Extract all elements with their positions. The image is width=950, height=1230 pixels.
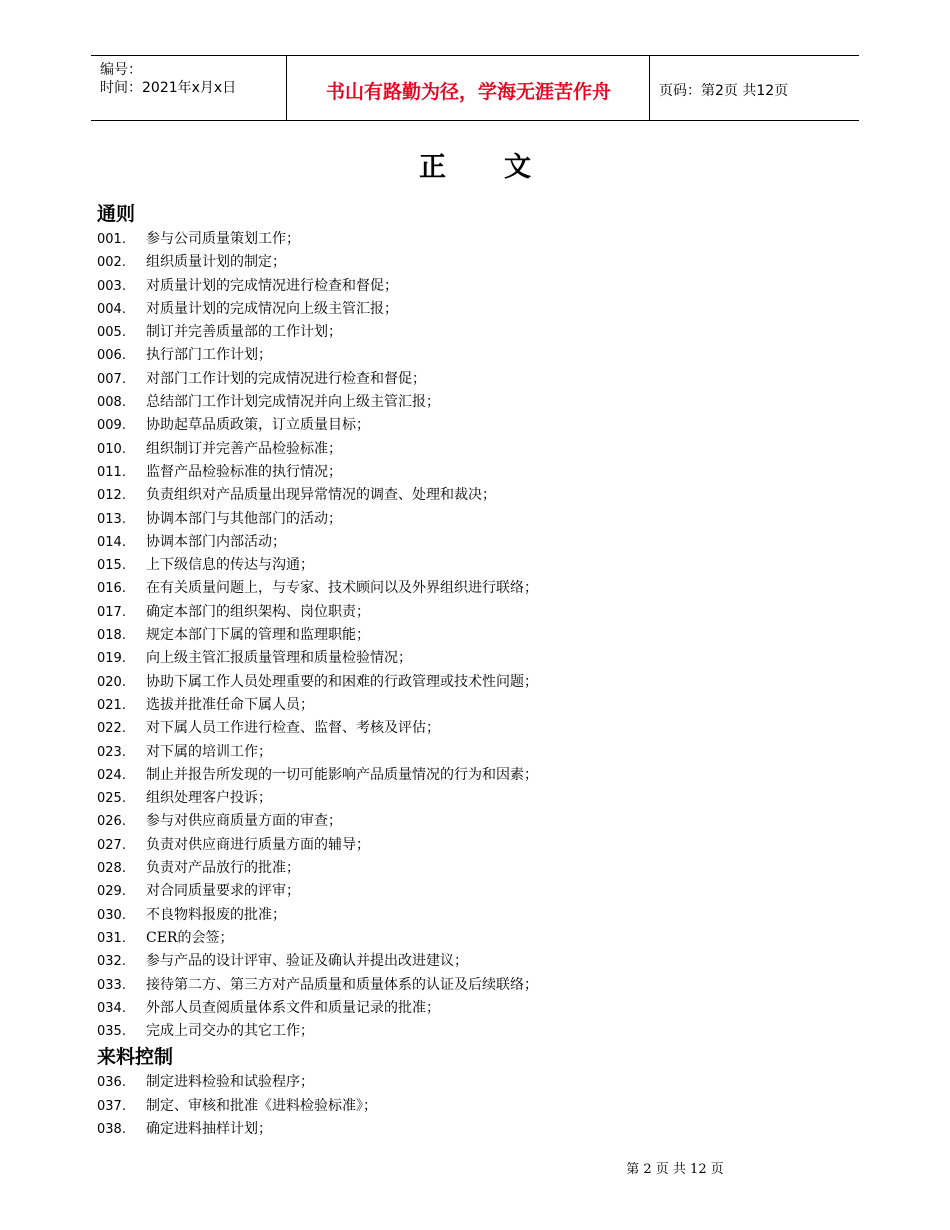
item-number: 008. <box>97 395 126 411</box>
document-header <box>91 55 859 121</box>
list-item <box>97 321 877 344</box>
item-text: 对部门工作计划的完成情况进行检查和督促； <box>146 370 426 387</box>
list-item <box>97 694 877 717</box>
item-text: 接待第二方、第三方对产品质量和质量体系的认证及后续联络； <box>146 976 538 993</box>
item-text: 对质量计划的完成情况向上级主管汇报； <box>146 300 398 317</box>
item-text: 上下级信息的传达与沟通； <box>146 557 314 574</box>
item-number: 012. <box>97 488 126 504</box>
list-item <box>97 880 877 903</box>
item-text: 组织质量计划的制定； <box>146 254 286 271</box>
list-item <box>97 554 877 577</box>
list-item <box>97 974 877 997</box>
item-number: 030. <box>97 907 126 923</box>
item-text: 组织处理客户投诉； <box>146 790 272 807</box>
header-motto: 书山有路勤为径，学海无涯苦作舟 <box>325 81 611 103</box>
item-text: 对质量计划的完成情况进行检查和督促； <box>146 277 398 294</box>
list-item <box>97 647 877 670</box>
item-number: 025. <box>97 791 126 807</box>
list-item <box>97 764 877 787</box>
item-text: 完成上司交办的其它工作； <box>146 1023 314 1040</box>
item-number: 015. <box>97 558 126 574</box>
item-number: 034. <box>97 1000 126 1016</box>
item-text: 协调本部门内部活动； <box>146 533 286 550</box>
item-number: 026. <box>97 814 126 830</box>
list-item <box>97 904 877 927</box>
document-time-label: 时间：2021年x月x日 <box>100 80 237 96</box>
list-item <box>97 810 877 833</box>
item-text: 确定进料抽样计划； <box>146 1120 272 1137</box>
item-text: 协调本部门与其他部门的活动； <box>146 510 342 527</box>
item-text: 对下属人员工作进行检查、监督、考核及评估； <box>146 720 440 737</box>
item-text: 总结部门工作计划完成情况并向上级主管汇报； <box>146 394 440 411</box>
item-number: 022. <box>97 721 126 737</box>
header-left-cell <box>91 56 287 120</box>
item-number: 018. <box>97 628 126 644</box>
section-heading: 来料控制 <box>97 1046 174 1069</box>
item-number: 038. <box>97 1121 126 1137</box>
item-text: 负责对产品放行的批准； <box>146 860 300 877</box>
item-number: 014. <box>97 534 126 550</box>
item-number: 037. <box>97 1098 126 1114</box>
item-number: 001. <box>97 232 126 247</box>
list-item <box>97 508 877 531</box>
item-number: 013. <box>97 511 126 527</box>
list-item <box>97 1118 877 1141</box>
item-text: 对合同质量要求的评审； <box>146 883 300 900</box>
list-item <box>97 391 877 414</box>
item-number: 021. <box>97 697 126 713</box>
item-number: 032. <box>97 954 126 970</box>
list-item <box>97 601 877 624</box>
item-text: 制订并完善质量部的工作计划； <box>146 324 342 341</box>
item-number: 029. <box>97 884 126 900</box>
list-item <box>97 717 877 740</box>
item-text: 对下属的培训工作； <box>146 743 272 760</box>
list-item <box>97 461 877 484</box>
item-number: 028. <box>97 861 126 877</box>
list-item <box>97 624 877 647</box>
item-text: 协助起草品质政策，订立质量目标； <box>146 417 370 434</box>
item-text: 参与公司质量策划工作； <box>146 231 300 247</box>
header-middle-cell <box>287 56 650 120</box>
item-text: 规定本部门下属的管理和监理职能； <box>146 627 370 644</box>
list-item <box>97 857 877 880</box>
item-text: CER的会签； <box>146 929 234 946</box>
item-text: 参与产品的设计评审、验证及确认并提出改进建议； <box>146 953 468 970</box>
list-item <box>97 344 877 367</box>
list-item <box>97 787 877 810</box>
list-item <box>97 275 877 298</box>
list-item <box>97 368 877 391</box>
document-body <box>97 200 877 1141</box>
list-item <box>97 577 877 600</box>
list-item <box>97 671 877 694</box>
item-text: 选拔并批准任命下属人员； <box>146 696 314 713</box>
page-footer: 第 2 页 共 12 页 <box>626 1162 724 1177</box>
item-number: 027. <box>97 837 126 853</box>
item-text: 制定、审核和批准《进料检验标准》； <box>146 1097 377 1114</box>
list-item <box>97 997 877 1020</box>
item-text: 制止并报告所发现的一切可能影响产品质量情况的行为和因素； <box>146 766 538 783</box>
item-text: 组织制订并完善产品检验标准； <box>146 440 342 457</box>
item-number: 031. <box>97 930 126 946</box>
list-item <box>97 927 877 950</box>
item-number: 007. <box>97 371 126 387</box>
item-number: 035. <box>97 1024 126 1040</box>
item-number: 002. <box>97 255 126 271</box>
list-item <box>97 251 877 274</box>
item-number: 003. <box>97 278 126 294</box>
list-item <box>97 298 877 321</box>
list-item <box>97 741 877 764</box>
item-number: 004. <box>97 301 126 317</box>
item-number: 011. <box>97 464 126 480</box>
header-page-label: 页码：第2页 共12页 <box>659 83 789 99</box>
item-number: 033. <box>97 977 126 993</box>
item-text: 执行部门工作计划； <box>146 347 272 364</box>
item-text: 外部人员查阅质量体系文件和质量记录的批准； <box>146 999 440 1016</box>
list-item <box>97 531 877 554</box>
item-text: 负责对供应商进行质量方面的辅导； <box>146 836 370 853</box>
item-text: 监督产品检验标准的执行情况； <box>146 463 342 480</box>
item-text: 不良物料报废的批准； <box>146 906 286 923</box>
item-text: 参与对供应商质量方面的审查； <box>146 813 342 830</box>
list-item <box>97 1071 877 1094</box>
item-text: 确定本部门的组织架构、岗位职责； <box>146 603 370 620</box>
item-number: 006. <box>97 348 126 364</box>
item-number: 017. <box>97 604 126 620</box>
item-number: 023. <box>97 744 126 760</box>
list-item <box>97 414 877 437</box>
item-text: 协助下属工作人员处理重要的和困难的行政管理或技术性问题； <box>146 673 538 690</box>
item-number: 024. <box>97 767 126 783</box>
item-text: 在有关质量问题上，与专家、技术顾问以及外界组织进行联络； <box>146 580 538 597</box>
list-item <box>97 1020 877 1043</box>
list-item <box>97 484 877 507</box>
item-number: 036. <box>97 1075 126 1091</box>
item-number: 009. <box>97 418 126 434</box>
item-text: 制定进料检验和试验程序； <box>146 1074 314 1091</box>
list-item <box>97 834 877 857</box>
item-number: 005. <box>97 325 126 341</box>
document-number-label: 编号： <box>100 62 142 78</box>
list-item <box>97 950 877 973</box>
page-title: 正文 <box>419 152 589 183</box>
item-number: 010. <box>97 441 126 457</box>
item-number: 019. <box>97 651 126 667</box>
list-item <box>97 438 877 461</box>
list-item <box>97 228 877 251</box>
item-text: 负责组织对产品质量出现异常情况的调查、处理和裁决； <box>146 487 496 504</box>
item-number: 020. <box>97 674 126 690</box>
item-number: 016. <box>97 581 126 597</box>
list-item <box>97 1095 877 1118</box>
header-right-cell <box>650 56 859 120</box>
section-heading: 通则 <box>97 203 136 225</box>
item-text: 向上级主管汇报质量管理和质量检验情况； <box>146 650 412 667</box>
